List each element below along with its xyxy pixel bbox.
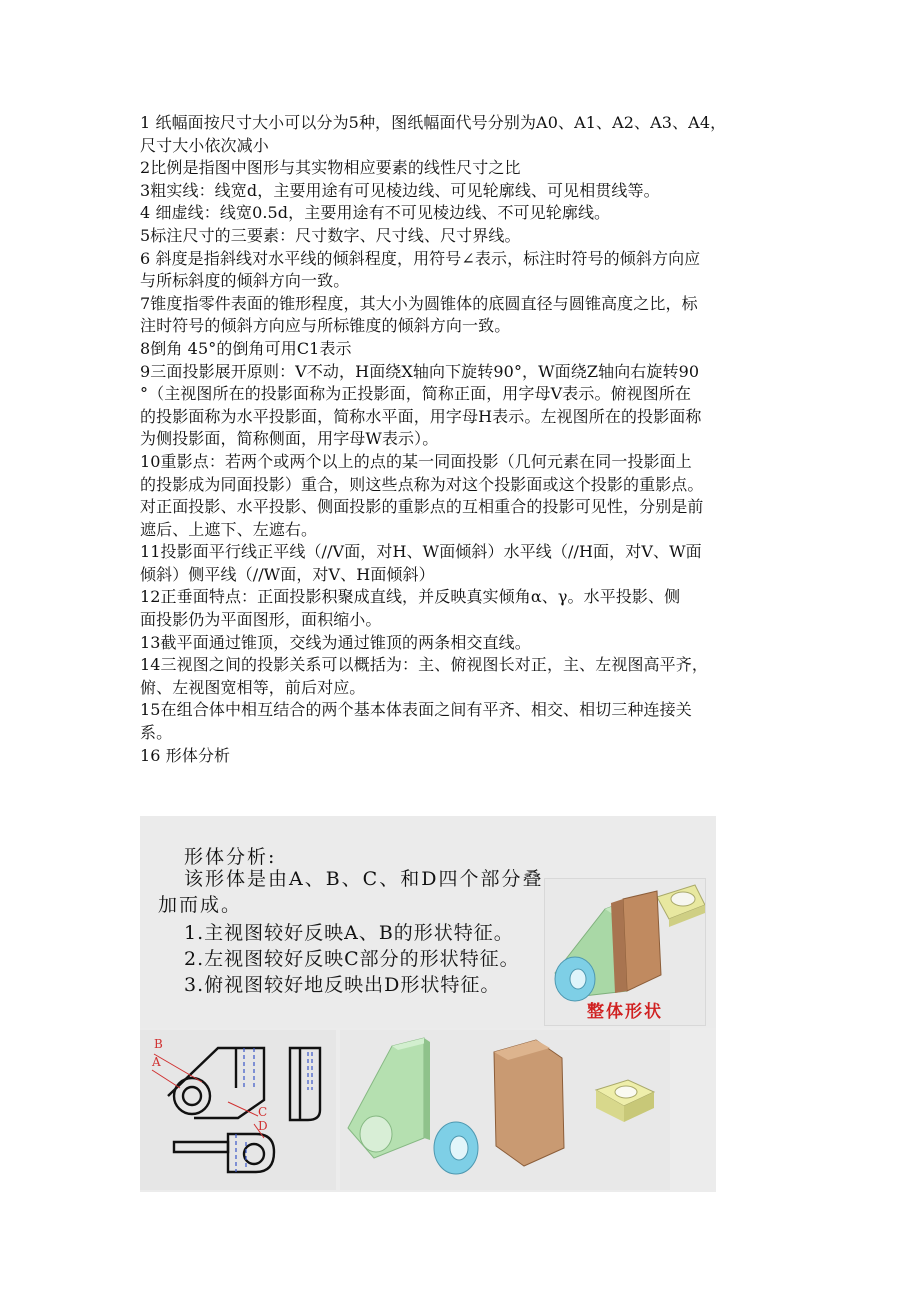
- note-8: [140, 338, 790, 361]
- note-line: 尺寸大小依次减小: [140, 135, 269, 155]
- overall-shape-caption: 整体形状: [587, 1002, 663, 1022]
- figure-points: [184, 920, 520, 998]
- note-1: [140, 112, 790, 157]
- figure-point: 2.左视图较好反映C部分的形状特征。: [184, 948, 520, 970]
- note-4: [140, 202, 790, 225]
- note-line: 2比例是指图中图形与其实物相应要素的线性尺寸之比: [140, 158, 521, 178]
- note-9: [140, 361, 790, 451]
- label-a: A: [152, 1055, 161, 1069]
- label-b: B: [154, 1037, 163, 1051]
- label-d: D: [258, 1119, 268, 1133]
- note-line: 5标注尺寸的三要素：尺寸数字、尺寸线、尺寸界线。: [140, 225, 521, 245]
- note-line: 3粗实线：线宽d，主要用途有可见棱边线、可见轮廓线、可见相贯线等。: [140, 180, 660, 200]
- note-6: [140, 248, 790, 293]
- orthographic-views-icon: [140, 1030, 336, 1190]
- shape-analysis-figure: [140, 816, 716, 1192]
- note-line: 注时符号的倾斜方向应与所标锥度的倾斜方向一致。: [140, 316, 511, 336]
- note-line: 10重影点：若两个或两个以上的点的某一同面投影（几何元素在同一投影面上: [140, 451, 692, 471]
- note-line: 的投影面称为水平投影面，简称水平面，用字母H表示。左视图所在的投影面称: [140, 406, 702, 426]
- note-3: [140, 180, 790, 203]
- note-line: 的投影成为同面投影）重合，则这些点称为对这个投影面或这个投影的重影点。: [140, 474, 704, 494]
- note-line: 对正面投影、水平投影、侧面投影的重影点的互相重合的投影可见性，分别是前: [140, 497, 704, 517]
- note-line: 15在组合体中相互结合的两个基本体表面之间有平齐、相交、相切三种连接关: [140, 700, 692, 720]
- note-line: 遮后、上遮下、左遮右。: [140, 519, 318, 539]
- note-line: 1 纸幅面按尺寸大小可以分为5种，图纸幅面代号分别为A0、A1、A2、A3、A4，: [140, 113, 727, 132]
- component-parts-image: [340, 1030, 670, 1190]
- figure-intro: 该形体是由A、B、C、和D四个部分叠加而成。: [158, 868, 544, 916]
- note-line: 7锥度指零件表面的锥形程度，其大小为圆锥体的底圆直径与圆锥高度之比，标: [140, 293, 698, 313]
- note-line: 9三面投影展开原则：V不动，H面绕X轴向下旋转90°，W面绕Z轴向右旋转90: [140, 361, 700, 381]
- note-line: 11投影面平行线正平线（//V面，对H、W面倾斜）水平线（//H面，对V、W面: [140, 542, 702, 562]
- note-13: [140, 632, 790, 655]
- figure-title: 形体分析:: [184, 846, 277, 868]
- note-line: 面投影仍为平面图形，面积缩小。: [140, 610, 382, 630]
- note-line: 系。: [140, 723, 173, 743]
- exploded-parts-icon: [340, 1030, 670, 1190]
- note-line: 与所标斜度的倾斜方向一致。: [140, 271, 350, 291]
- note-line: 14三视图之间的投影关系可以概括为：主、俯视图长对正，主、左视图高平齐，: [140, 655, 708, 675]
- note-7: [140, 293, 790, 338]
- figure-text-panel: [140, 816, 716, 1028]
- note-5: [140, 225, 790, 248]
- three-view-drawing: [140, 1030, 336, 1190]
- figure-point: 1.主视图较好反映A、B的形状特征。: [184, 922, 514, 944]
- note-11: [140, 541, 790, 586]
- note-10: [140, 451, 790, 541]
- note-line: 倾斜）侧平线（//W面，对V、H面倾斜）: [140, 564, 435, 584]
- note-line: 6 斜度是指斜线对水平线的倾斜程度，用符号∠表示，标注时符号的倾斜方向应: [140, 248, 701, 268]
- note-15: [140, 699, 790, 744]
- note-line: 俯、左视图宽相等，前后对应。: [140, 677, 366, 697]
- note-line: 13截平面通过锥顶，交线为通过锥顶的两条相交直线。: [140, 632, 531, 652]
- figure-point: 3.俯视图较好地反映出D形状特征。: [184, 974, 501, 996]
- note-line: 4 细虚线：线宽0.5d，主要用途有不可见棱边线、不可见轮廓线。: [140, 203, 611, 223]
- note-2: [140, 157, 790, 180]
- note-14: [140, 654, 790, 699]
- note-line: 12正垂面特点：正面投影积聚成直线，并反映真实倾角α、γ。水平投影、侧: [140, 587, 681, 607]
- note-16: [140, 745, 790, 768]
- notes-body: [140, 112, 790, 767]
- note-12: [140, 586, 790, 631]
- note-line: 16 形体分析: [140, 745, 231, 765]
- overall-shape-image: [544, 878, 706, 1026]
- note-line: 为侧投影面，简称侧面，用字母W表示）。: [140, 429, 439, 449]
- note-line: 8倒角 45°的倒角可用C1表示: [140, 338, 352, 358]
- note-line: °（主视图所在的投影面称为正投影面，简称正面，用字母V表示。俯视图所在: [140, 384, 692, 404]
- label-c: C: [258, 1105, 268, 1119]
